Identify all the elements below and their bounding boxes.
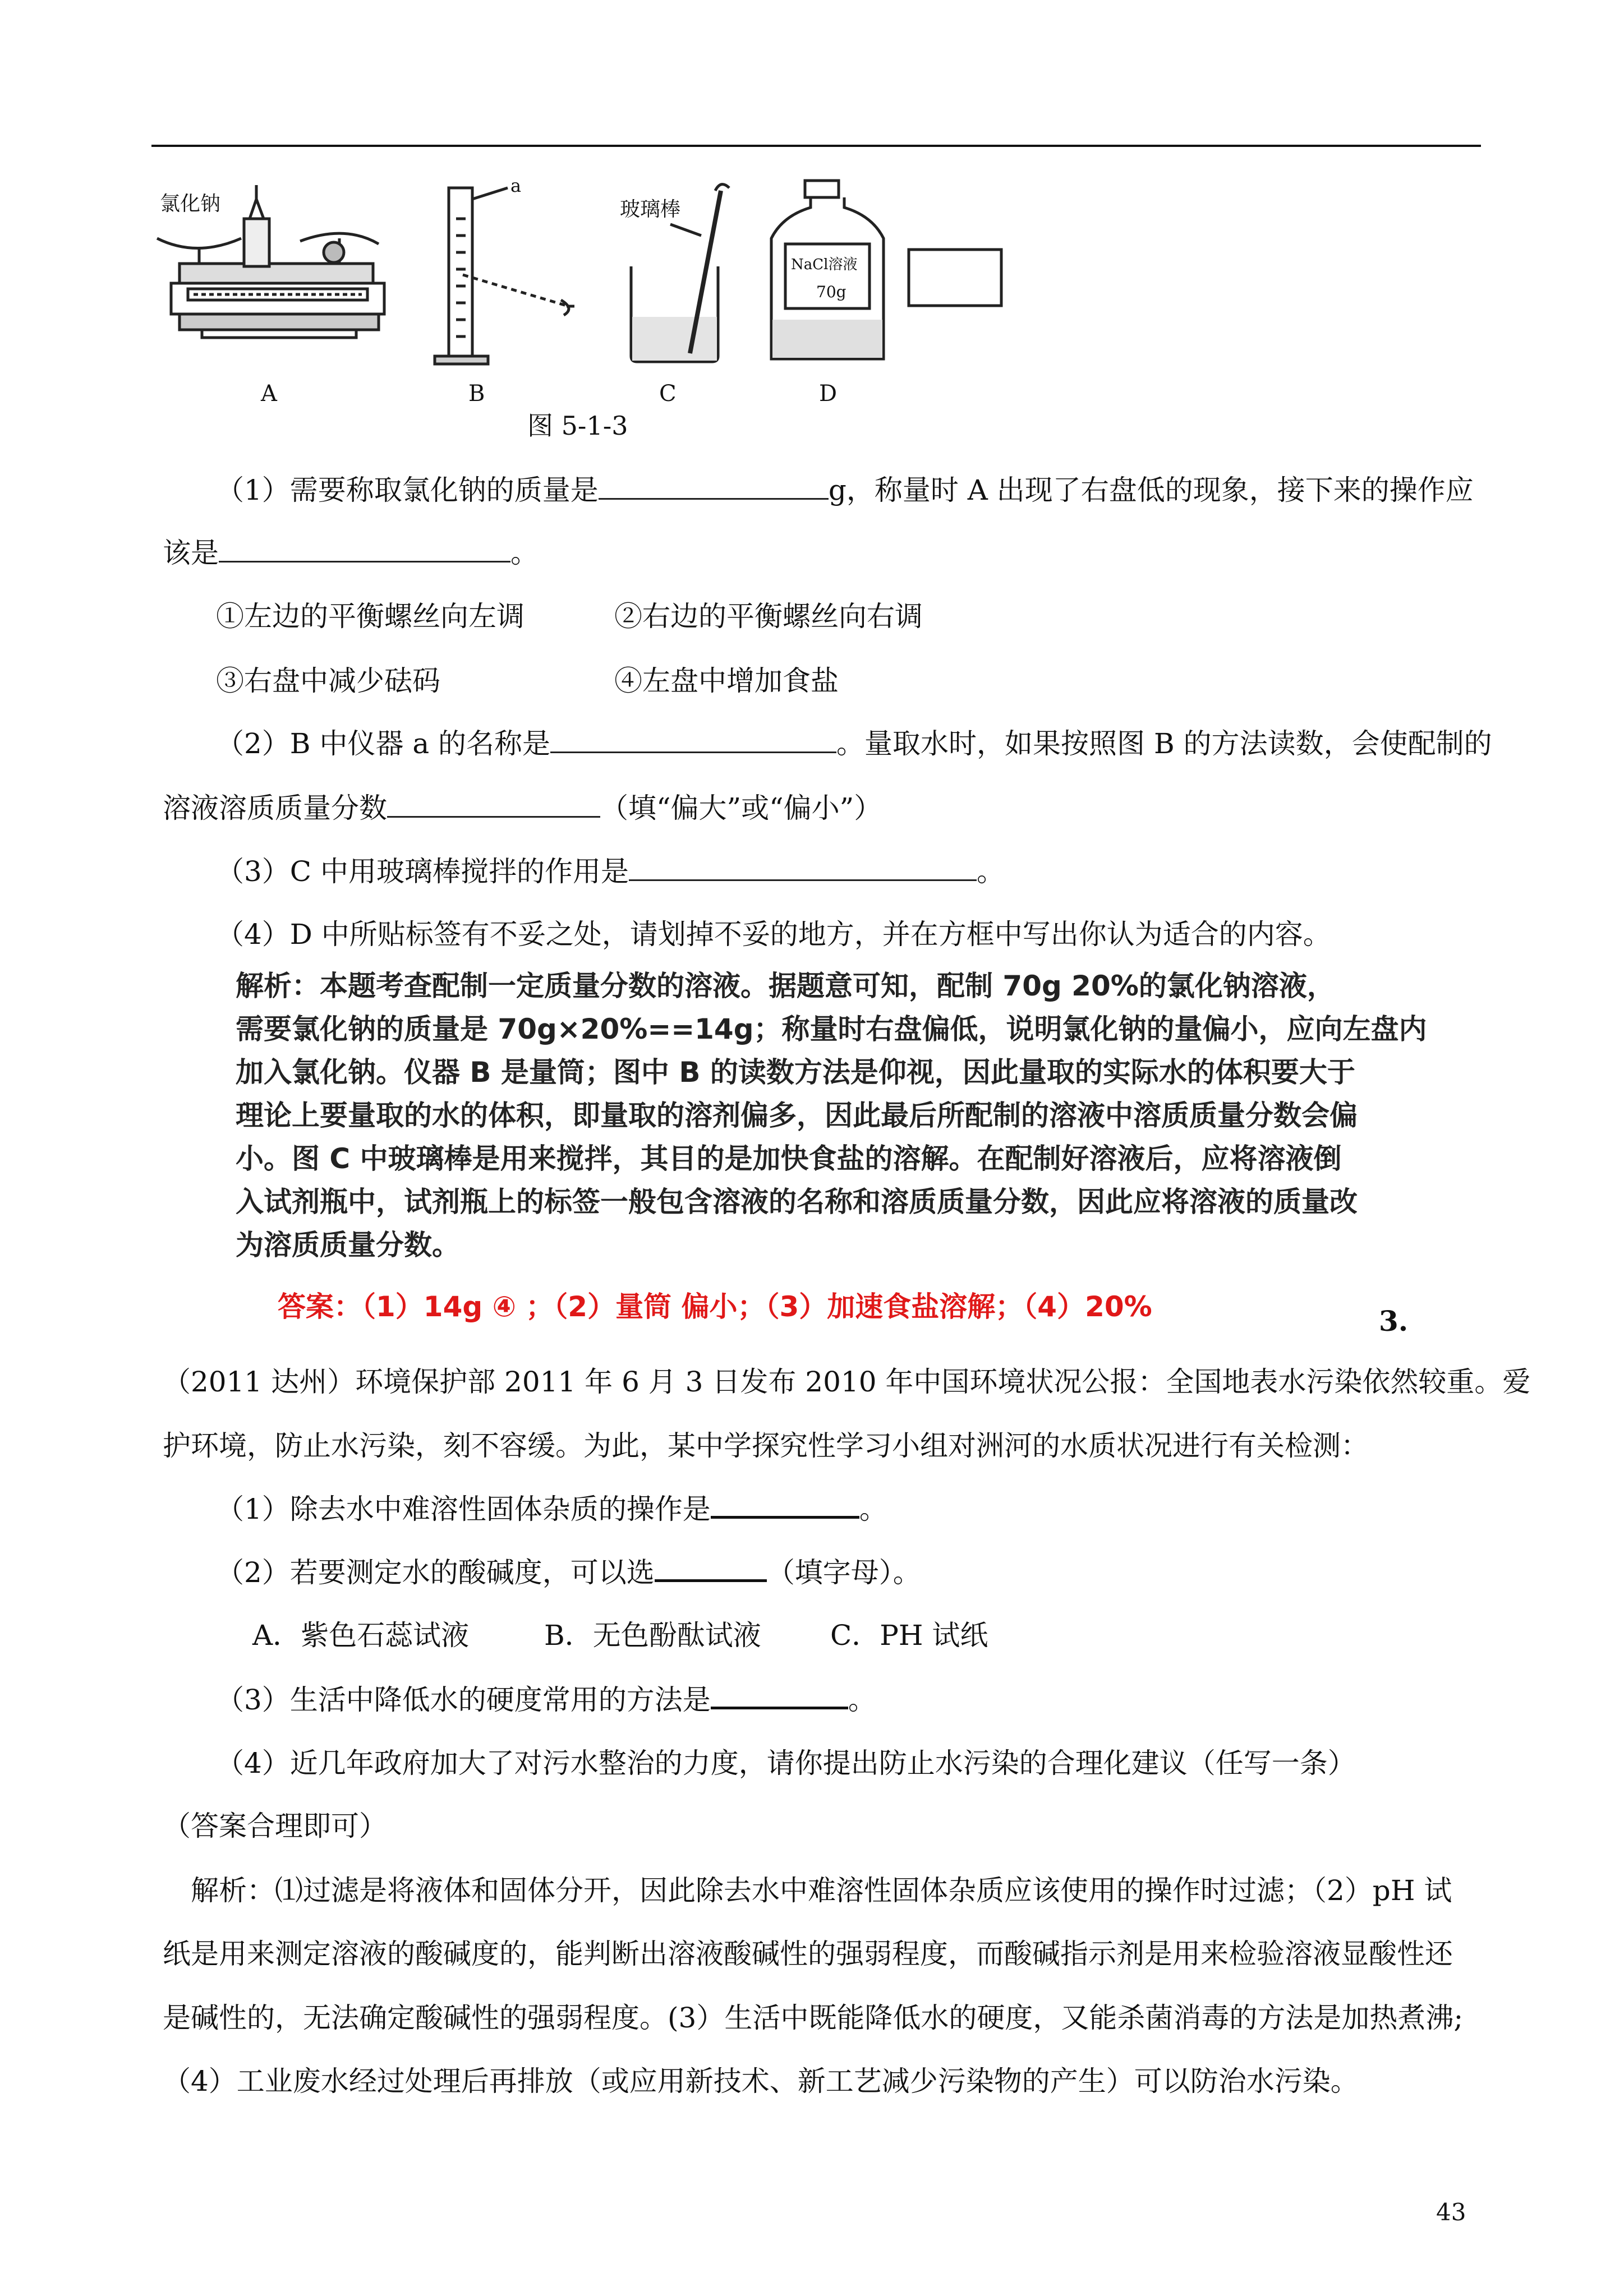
q2-part3 [216,851,1005,892]
q2-analysis-line: 解析：本题考查配制一定质量分数的溶液。据题意可知，配制 70g 20%的氯化钠溶液， [236,970,1335,1002]
q2-option-4: ④左盘中增加食盐 [614,665,839,697]
q2-analysis-line: 小。图 C 中玻璃棒是用来搅拌，其目的是加快食盐的溶解。在配制好溶液后，应将溶液倒 [236,1142,1342,1175]
q2-part1-line2 [163,533,539,573]
q2-part1-blank-operation[interactable] [219,540,510,563]
q3-step1-text-b: 。 [859,1493,887,1525]
q3-step2 [216,1552,921,1593]
q3-step2-text-b: （填字母）。 [766,1556,921,1589]
q3-analysis-line1: 解析：⑴过滤是将液体和固体分开，因此除去水中难溶性固体杂质应该使用的操作时过滤；（2）pH 试 [191,1874,1452,1907]
q3-step3-text-b: 。 [848,1684,876,1716]
q2-part1-text-d: 。 [510,537,539,569]
label-glass-rod: 玻璃棒 [620,198,681,221]
bottle-label-line2: 70g [816,283,846,301]
q2-part4: （4）D 中所贴标签有不妥之处，请划掉不妥的地方，并在方框中写出你认为适合的内容。 [216,918,1331,951]
q3-option-a: A．紫色石蕊试液 [252,1619,470,1652]
q2-part2-text-c: 溶液溶质质量分数 [163,792,387,824]
q2-analysis-line: 为溶质质量分数。 [236,1229,460,1261]
q3-step3 [216,1680,876,1720]
q3-analysis-line4: （4）工业废水经过处理后再排放（或应用新技术、新工艺减少污染物的产生）可以防治水污染。 [163,2065,1359,2097]
q2-part2-text-b: 。量取水时，如果按照图 B 的方法读数，会使配制的 [836,727,1492,760]
q2-part2-line2 [163,788,882,828]
figure-label-a: A [261,381,277,407]
q2-analysis-line: 加入氯化钠。仪器 B 是量筒；图中 B 的读数方法是仰视，因此量取的实际水的体积要大于 [236,1056,1355,1089]
q2-part2-blank-name[interactable] [550,730,836,753]
q3-intro-line2: 护环境，防止水污染，刻不容缓。为此，某中学探究性学习小组对洲河的水质状况进行有关检测： [163,1430,1369,1462]
q3-step1-blank[interactable] [711,1495,859,1519]
q2-part1-text-a: （1）需要称取氯化钠的质量是 [216,474,599,506]
label-a: a [510,175,522,196]
q3-option-c: C．PH 试纸 [830,1619,988,1652]
q2-part1-line1 [216,470,1474,510]
figure-label-d: D [819,381,838,407]
q3-analysis-line2: 纸是用来测定溶液的酸碱度的，能判断出溶液酸碱性的强弱程度，而酸碱指示剂是用来检验溶液显酸性还 [163,1938,1453,1970]
q2-option-1: ①左边的平衡螺丝向左调 [216,600,525,633]
label-nacl: 氯化钠 [160,192,221,215]
header-rule [151,145,1481,147]
q2-part2-text-a: （2）B 中仪器 a 的名称是 [216,727,551,760]
q2-part2-text-d: （填“偏大”或“偏小”） [600,792,882,824]
cylinder-illustration [435,188,574,364]
q3-step1-text-a: （1）除去水中难溶性固体杂质的操作是 [216,1493,711,1525]
figure-caption: 图 5-1-3 [527,411,628,441]
q3-step4-line2: （答案合理即可） [163,1810,387,1842]
q2-part1-blank-mass[interactable] [599,477,829,500]
q2-option-3: ③右盘中减少砝码 [216,665,440,697]
q2-part3-text-b: 。 [976,855,1005,888]
page-number: 43 [1436,2198,1466,2226]
figure-label-b: B [468,381,485,407]
q3-step4-line1: （4）近几年政府加大了对污水整治的力度，请你提出防止水污染的合理化建议（任写一条） [216,1747,1356,1779]
q2-part3-blank[interactable] [629,858,977,881]
figure-5-1-3 [149,174,1013,449]
q3-analysis-line3: 是碱性的，无法确定酸碱性的强弱程度。(3）生活中既能降低水的硬度，又能杀菌消毒的方法是加热煮沸; [163,2002,1464,2034]
q2-answer: 答案：（1）14g ④ ；（2）量筒 偏小；（3）加速食盐溶解；（4）20% [278,1290,1152,1323]
q2-analysis [236,965,1427,1267]
q2-part2-line1 [216,723,1492,764]
q3-step3-text-a: （3）生活中降低水的硬度常用的方法是 [216,1684,711,1716]
q2-part1-text-c: 该是 [163,537,219,569]
q3-step3-blank[interactable] [711,1685,848,1709]
q3-intro-line1: （2011 达州）环境保护部 2011 年 6 月 3 日发布 2010 年中国环境状况公报：全国地表水污染依然较重。爱 [163,1366,1531,1398]
q2-analysis-line: 需要氯化钠的质量是 70g×20%==14g；称量时右盘偏低，说明氯化钠的量偏小，应向左盘内 [236,1013,1427,1045]
q2-analysis-line: 理论上要量取的水的体积，即量取的溶剂偏多，因此最后所配制的溶液中溶质质量分数会偏 [236,1099,1358,1132]
q2-part3-text-a: （3）C 中用玻璃棒搅拌的作用是 [216,855,629,888]
q3-step2-text-a: （2）若要测定水的酸碱度，可以选 [216,1556,655,1589]
q2-part1-text-b: g，称量时 A 出现了右盘低的现象，接下来的操作应 [828,474,1474,506]
q3-step2-blank[interactable] [655,1558,767,1582]
bottle-label-line1: NaCl溶液 [791,256,858,273]
q2-part2-blank-result[interactable] [387,795,600,818]
q3-number: 3. [1379,1304,1409,1338]
q2-option-2: ②右边的平衡螺丝向右调 [614,600,923,633]
q3-option-b: B．无色酚酞试液 [544,1619,761,1652]
q3-step1 [216,1489,887,1529]
q2-analysis-line: 入试剂瓶中，试剂瓶上的标签一般包含溶液的名称和溶质质量分数，因此应将溶液的质量改 [236,1186,1358,1218]
figure-label-c: C [659,381,677,407]
